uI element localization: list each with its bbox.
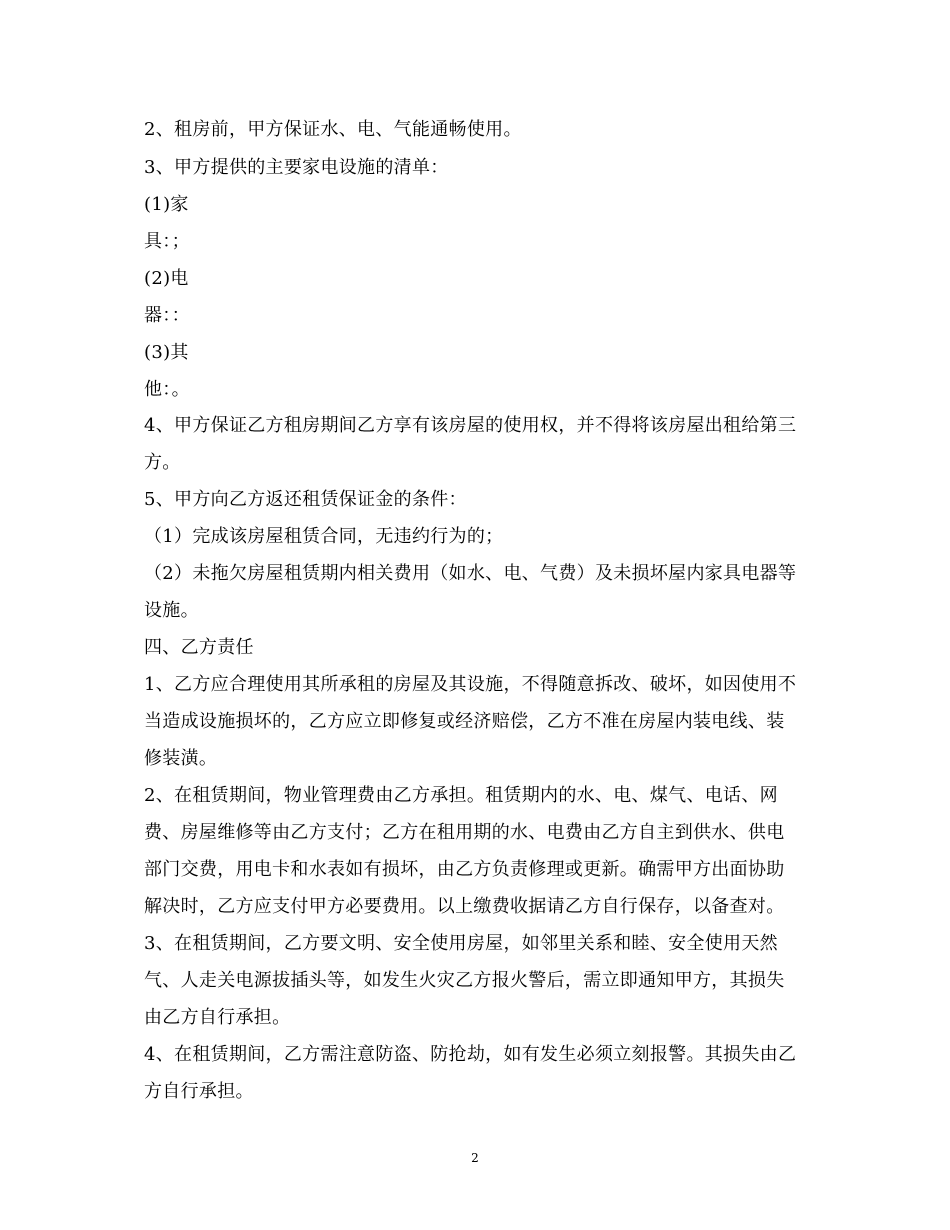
text-line-26: 4、在租赁期间，乙方需注意防盗、防抢劫，如有发生必须立刻报警。其损失由乙 — [144, 1044, 797, 1065]
section-heading: 四、乙方责任 — [144, 637, 254, 658]
text-line-27: 方自行承担。 — [144, 1081, 254, 1102]
text-line-5: (2)电 — [144, 268, 189, 289]
text-line-20: 费、房屋维修等由乙方支付；乙方在租用期的水、电费由乙方自主到供水、供电 — [144, 822, 785, 843]
text-line-18: 修装潢。 — [144, 748, 218, 769]
text-line-12: （1）完成该房屋租赁合同，无违约行为的； — [144, 526, 504, 547]
text-line-10: 方。 — [144, 452, 181, 473]
text-line-6: 器：： — [144, 305, 190, 326]
text-line-25: 由乙方自行承担。 — [144, 1007, 291, 1028]
text-line-16: 1、乙方应合理使用其所承租的房屋及其设施，不得随意拆改、破坏，如因使用不 — [144, 674, 797, 695]
text-line-9: 4、甲方保证乙方租房期间乙方享有该房屋的使用权，并不得将该房屋出租给第三 — [144, 415, 797, 436]
text-line-23: 3、在租赁期间，乙方要文明、安全使用房屋，如邻里关系和睦、安全使用天然 — [144, 933, 778, 954]
text-line-1: 2、租房前，甲方保证水、电、气能通畅使用。 — [144, 119, 522, 140]
text-line-14: 设施。 — [144, 600, 199, 621]
text-line-11: 5、甲方向乙方返还租赁保证金的条件： — [144, 489, 467, 510]
text-line-8: 他：。 — [144, 379, 190, 400]
text-line-19: 2、在租赁期间，物业管理费由乙方承担。租赁期内的水、电、煤气、电话、网 — [144, 785, 778, 806]
text-line-7: (3)其 — [144, 342, 189, 363]
text-line-17: 当造成设施损坏的，乙方应立即修复或经济赔偿，乙方不准在房屋内装电线、装 — [144, 711, 785, 732]
text-line-21: 部门交费，用电卡和水表如有损坏，由乙方负责修理或更新。确需甲方出面协助 — [144, 859, 785, 880]
text-line-22: 解决时，乙方应支付甲方必要费用。以上缴费收据请乙方自行保存，以备查对。 — [144, 896, 785, 917]
page-number: 2 — [471, 1151, 479, 1165]
text-line-4: 具：； — [144, 231, 190, 252]
text-line-2: 3、甲方提供的主要家电设施的清单： — [144, 157, 449, 178]
text-line-3: (1)家 — [144, 194, 189, 215]
text-line-13: （2）未拖欠房屋租赁期内相关费用（如水、电、气费）及未损坏屋内家具电器等 — [144, 563, 797, 584]
text-line-24: 气、人走关电源拔插头等，如发生火灾乙方报火警后，需立即通知甲方，其损失 — [144, 970, 785, 991]
